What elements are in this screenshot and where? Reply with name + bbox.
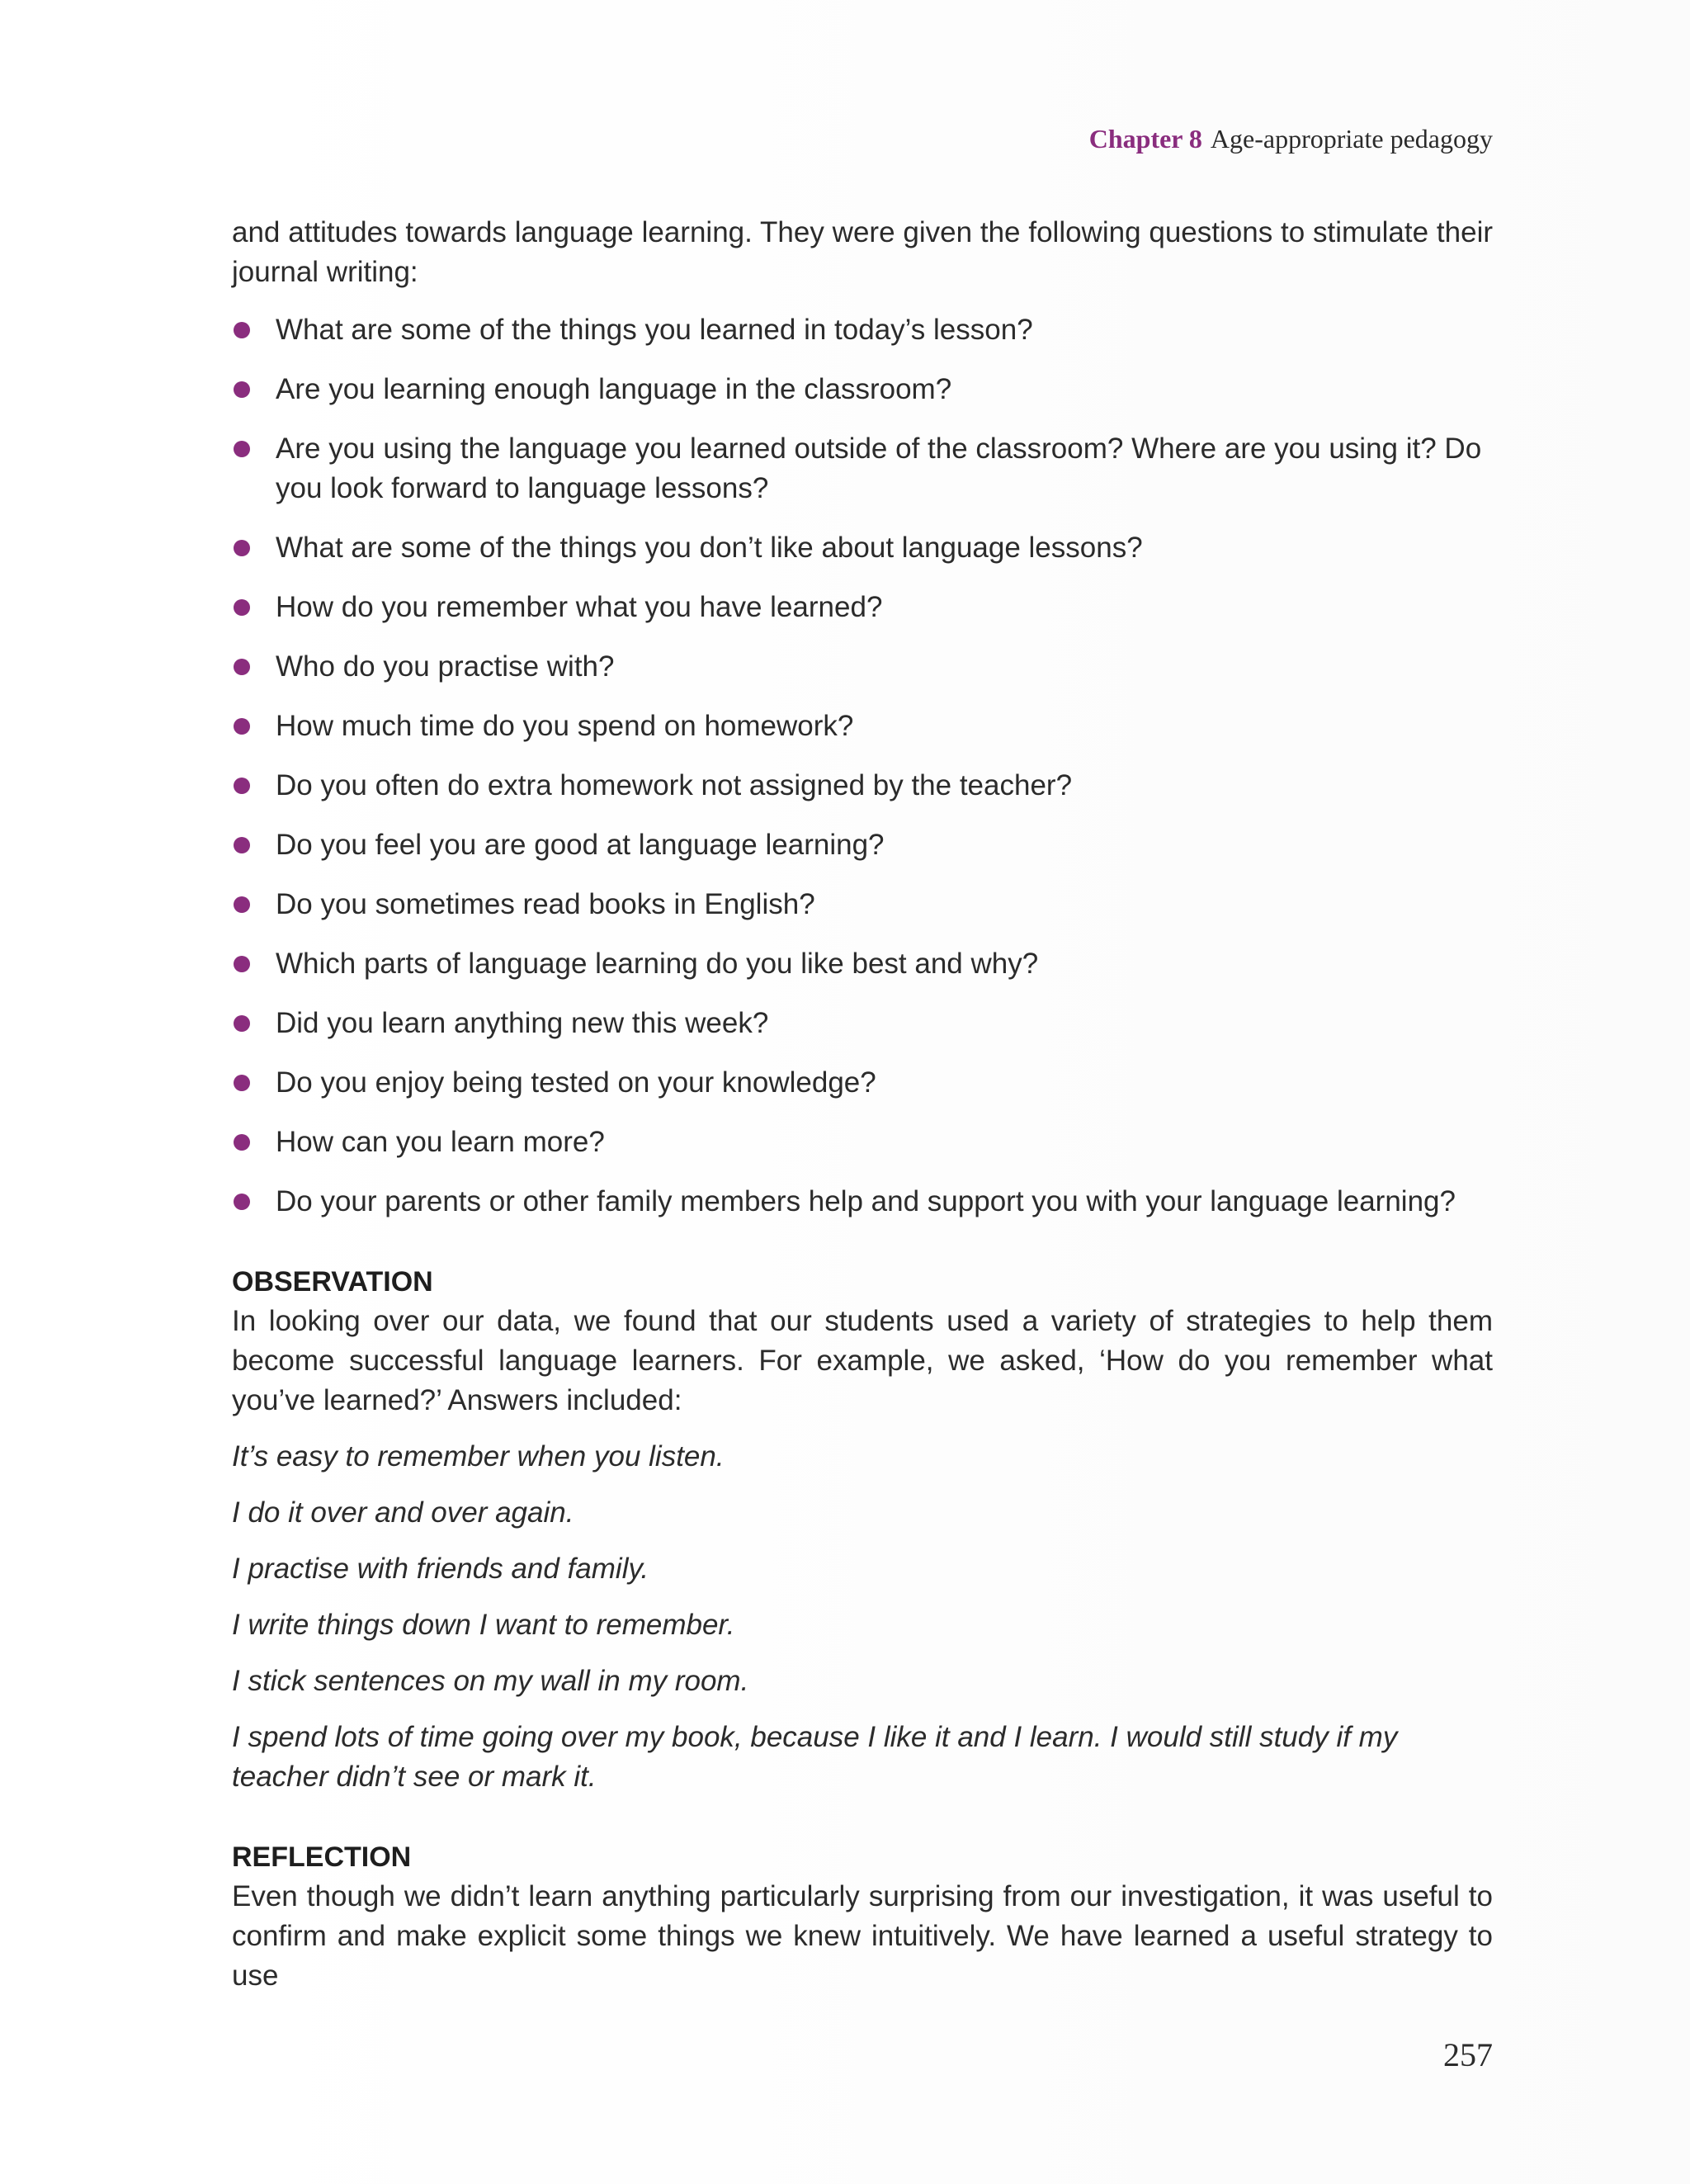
bullet-icon — [234, 599, 250, 616]
list-item — [232, 1004, 1493, 1043]
bullet-icon — [234, 1075, 250, 1091]
list-item — [232, 766, 1493, 806]
intro-paragraph: and attitudes towards language learning. They were given the following questions to stimulate their journal writing: — [232, 216, 1493, 288]
list-item: I write things down I want to remember. — [232, 1609, 735, 1641]
chapter-label: Chapter 8 — [1088, 124, 1202, 154]
page-content — [232, 213, 1493, 1996]
question-text: Are you learning enough language in the classroom? — [276, 373, 952, 405]
bullet-icon — [234, 381, 250, 398]
question-text: Do your parents or other family members help and support you with your language learning? — [276, 1185, 1456, 1217]
question-text: What are some of the things you don’t like about language lessons? — [276, 532, 1143, 564]
question-text: Do you often do extra homework not assigned by the teacher? — [276, 769, 1073, 801]
observation-paragraph: In looking over our data, we found that our students used a variety of strategies to help them become successful language learners. For example, we asked, ‘How do you remember what you’ve learned?’ Answers included: — [232, 1305, 1493, 1416]
list-item: It’s easy to remember when you listen. — [232, 1440, 725, 1473]
list-item: I practise with friends and family. — [232, 1553, 649, 1585]
bullet-icon — [234, 1134, 250, 1151]
question-text: Who do you practise with? — [276, 650, 615, 683]
question-text: Do you enjoy being tested on your knowledge? — [276, 1066, 876, 1099]
list-item — [232, 429, 1493, 508]
bullet-icon — [234, 1194, 250, 1210]
bullet-icon — [234, 718, 250, 735]
running-header — [1089, 124, 1493, 154]
list-item — [232, 370, 1493, 409]
list-item — [232, 528, 1493, 568]
list-item — [232, 647, 1493, 687]
bullet-icon — [234, 540, 250, 556]
bullet-icon — [234, 322, 250, 338]
bullet-icon — [234, 956, 250, 972]
bullet-icon — [234, 778, 250, 794]
bullet-icon — [234, 1015, 250, 1032]
bullet-icon — [234, 837, 250, 853]
list-item — [232, 825, 1493, 865]
observation-heading: OBSERVATION — [232, 1266, 433, 1298]
question-text: Which parts of language learning do you like best and why? — [276, 948, 1039, 980]
bullet-icon — [234, 896, 250, 913]
question-text: Do you feel you are good at language learning? — [276, 829, 885, 861]
question-list — [232, 310, 1493, 1222]
question-text: Did you learn anything new this week? — [276, 1007, 769, 1039]
list-item — [232, 1123, 1493, 1162]
question-text: Do you sometimes read books in English? — [276, 888, 815, 920]
list-item — [232, 944, 1493, 984]
question-text: What are some of the things you learned in today’s lesson? — [276, 314, 1033, 346]
question-text: How much time do you spend on homework? — [276, 710, 854, 742]
question-text: How do you remember what you have learned? — [276, 591, 883, 623]
reflection-heading: REFLECTION — [232, 1841, 412, 1873]
list-item — [232, 707, 1493, 746]
list-item — [232, 1182, 1493, 1222]
chapter-title: Age-appropriate pedagogy — [1210, 124, 1493, 154]
reflection-paragraph: Even though we didn’t learn anything particularly surprising from our investigation, it was useful to confirm and make explicit some things we knew intuitively. We have learned a useful strategy to use — [232, 1880, 1493, 1992]
list-item: I do it over and over again. — [232, 1496, 574, 1529]
list-item: I spend lots of time going over my book, because I like it and I learn. I would still study if my teacher didn’t see or mark it. — [232, 1721, 1398, 1793]
list-item — [232, 1063, 1493, 1103]
page-number: 257 — [1443, 2036, 1493, 2073]
list-item — [232, 588, 1493, 627]
list-item — [232, 310, 1493, 350]
question-text: Are you using the language you learned outside of the classroom? Where are you using it? Do you look forward to language lessons? — [276, 433, 1482, 504]
list-item — [232, 885, 1493, 924]
bullet-icon — [234, 659, 250, 675]
question-text: How can you learn more? — [276, 1126, 605, 1158]
answer-list — [232, 1437, 1493, 1797]
list-item: I stick sentences on my wall in my room. — [232, 1665, 749, 1697]
bullet-icon — [234, 441, 250, 457]
